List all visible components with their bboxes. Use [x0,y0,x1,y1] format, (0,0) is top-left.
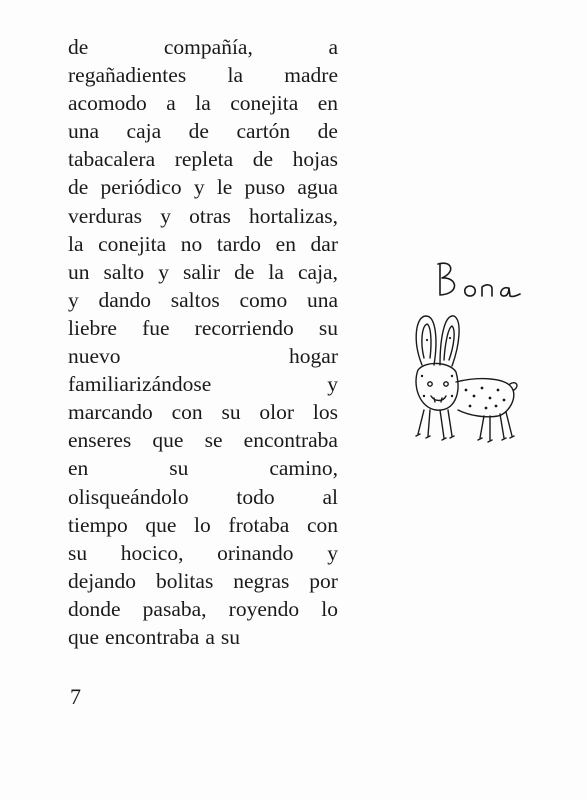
text-word: y [158,259,169,284]
text-word: verduras [68,203,143,228]
text-word: frotaba [228,512,290,537]
text-word: y [160,203,171,228]
text-word: encontraba [105,624,200,649]
text-word: en [275,231,296,256]
text-word: un [68,259,90,284]
handwritten-bona-signature-icon [400,250,550,305]
text-word: y [327,540,338,565]
text-word: hortalizas, [249,203,338,228]
text-word: pasaba, [142,596,207,621]
text-word: cartón [236,119,291,144]
text-line [68,595,338,623]
text-word: tabacalera [68,147,156,172]
text-line [68,483,338,511]
text-word: olor [259,400,295,425]
text-word: periódico [100,175,182,200]
text-word: marcando [68,400,153,425]
text-word: royendo [228,596,300,621]
text-word: de [234,259,255,284]
text-word: olisqueándolo [68,484,189,509]
text-word: conejita [230,91,299,116]
text-word: lo [194,512,211,537]
text-word: salto [103,259,145,284]
text-word: familiarizándose [68,372,212,397]
text-word: con [306,512,338,537]
page-number: 7 [70,684,81,709]
text-word: todo [236,484,275,509]
text-word: con [171,400,203,425]
text-word: al [322,484,338,509]
text-word: regañadientes [68,63,187,88]
text-word: la [268,259,284,284]
text-word: y [68,287,79,312]
text-word: se [204,428,223,453]
text-word: camino, [269,456,338,481]
text-word: encontraba [243,428,338,453]
text-line [68,117,338,145]
text-word: le [216,175,233,200]
text-word: compañía, [163,35,253,59]
text-word: nuevo [68,344,121,369]
text-word: su [221,400,241,425]
text-word: negras [233,568,290,593]
text-word: una [68,119,100,144]
text-word: que [152,428,184,453]
text-line [68,623,338,651]
text-word: hogar [289,344,338,369]
text-line [68,258,338,286]
text-word: su [220,624,241,649]
text-word: puso [244,175,286,200]
text-word: caja, [298,259,338,284]
text-line [68,511,338,539]
text-word: no [180,231,203,256]
text-word: de [68,35,89,59]
text-word: a [328,35,338,59]
text-word: dejando [68,568,137,593]
rabbit-drawing [400,250,550,460]
text-word: y [193,175,205,200]
text-word: de [68,175,89,200]
text-word: la [68,231,84,256]
text-word: repleta [174,147,234,172]
text-word: de [188,119,209,144]
text-line [68,89,338,117]
text-line [68,173,338,201]
text-line [68,398,338,426]
body-text [68,33,338,651]
text-word: orinando [217,540,294,565]
text-word: a [166,91,176,116]
text-word: hojas [292,147,338,172]
text-line [68,426,338,454]
text-word: acomodo [68,91,147,116]
text-line [68,539,338,567]
text-word: agua [297,175,338,200]
hand-drawn-rabbit-icon [400,310,550,460]
text-word: la [195,91,211,116]
text-word: su [169,456,189,481]
text-word: tardo [216,231,262,256]
text-word: tiempo [68,512,128,537]
text-word: recorriendo [194,315,294,340]
text-word: de [252,147,274,172]
text-word: que [145,512,177,537]
text-line [68,286,338,314]
text-word: salir [183,259,221,284]
text-line [68,370,338,398]
text-word: que [68,624,100,649]
text-word: dando [98,287,152,312]
text-word: una [306,287,338,312]
text-word: por [309,568,338,593]
text-word: los [312,400,338,425]
text-word: donde [68,596,121,621]
text-line [68,454,338,482]
text-word: su [68,540,88,565]
text-line [68,342,338,370]
text-word: otras [189,203,231,228]
text-line [68,230,338,258]
text-word: la [227,63,243,88]
text-word: hocico, [120,540,184,565]
text-word: fue [142,315,170,340]
text-word: su [318,315,338,340]
text-word: de [317,119,338,144]
text-word: en [68,456,89,481]
text-word: como [239,287,288,312]
text-line [68,61,338,89]
text-word: dar [310,231,338,256]
text-word: bolitas [155,568,214,593]
text-word: conejita [98,231,167,256]
text-line [68,314,338,342]
text-line [68,33,338,61]
text-line [68,202,338,230]
text-word: madre [284,63,338,88]
text-word: en [317,91,338,116]
text-line [68,145,338,173]
text-word: y [327,372,338,397]
text-word: saltos [170,287,220,312]
text-word: liebre [68,315,117,340]
text-word: a [205,624,215,649]
text-word: caja [126,119,162,144]
text-word: enseres [68,428,132,453]
text-line [68,567,338,595]
text-word: lo [321,596,338,621]
